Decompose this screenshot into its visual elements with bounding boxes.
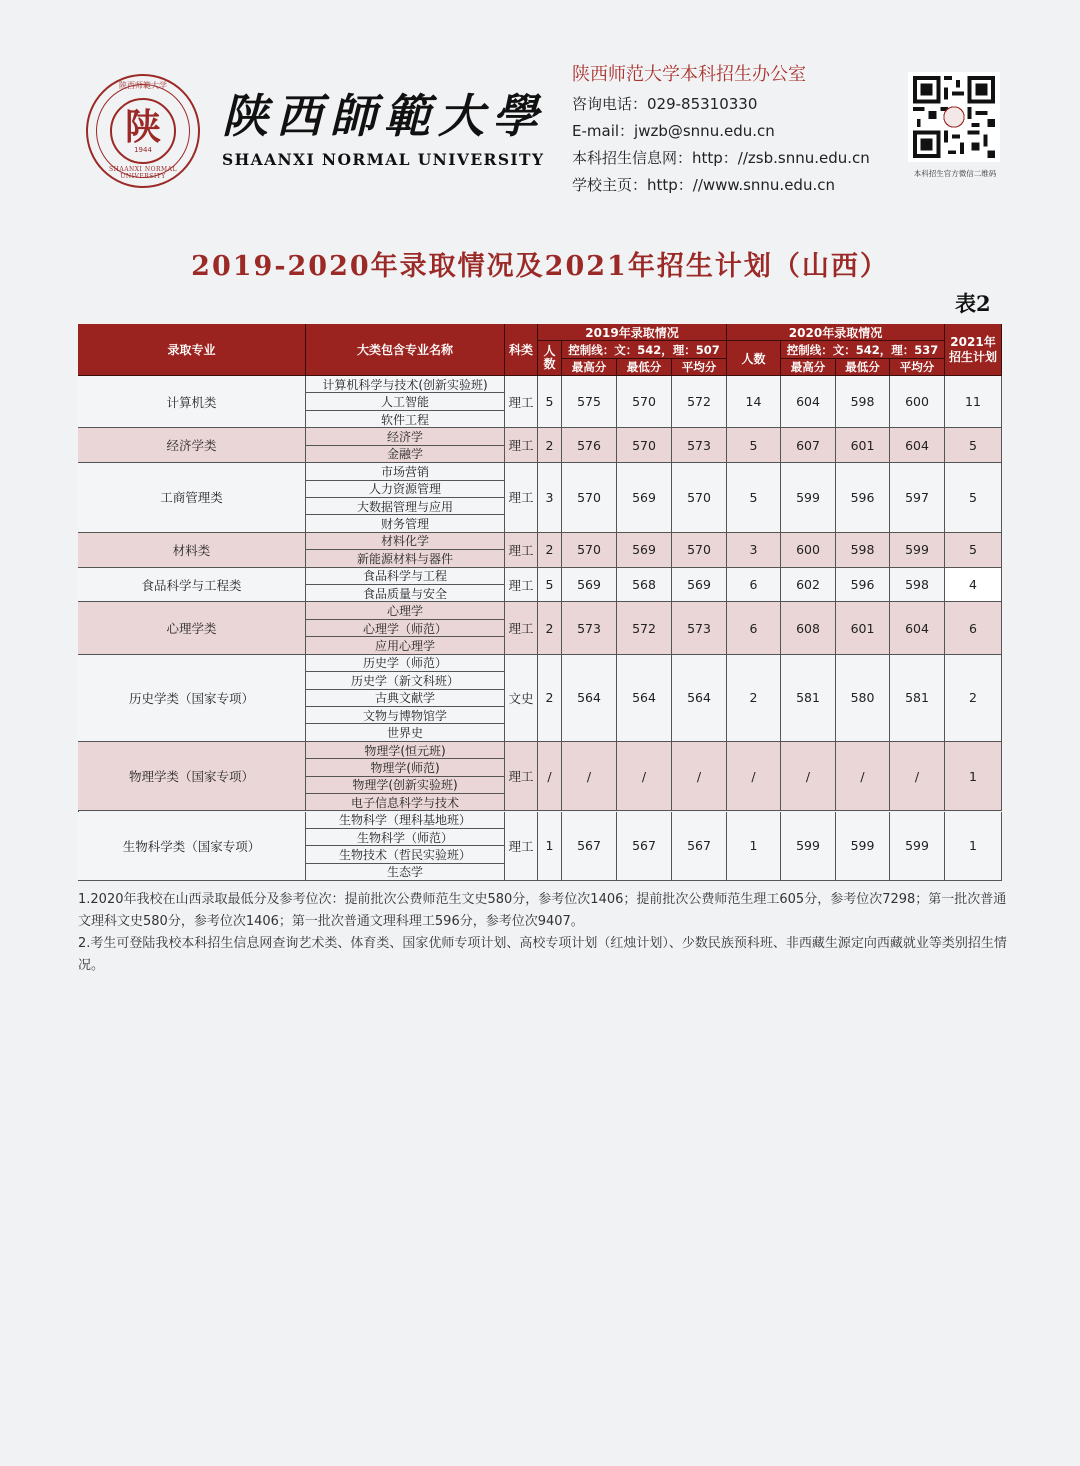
table-cell-c2019: 2	[538, 602, 562, 654]
seal-year: 1944	[134, 145, 152, 154]
table-cell-c2019: 3	[538, 463, 562, 533]
header-2020-control-line: 控制线：文：542，理：537	[781, 341, 945, 359]
table-cell-category: 理工	[505, 463, 538, 533]
table-cell-sub-major: 物理学(师范)	[306, 759, 505, 776]
table-cell-max2020: 607	[781, 428, 836, 463]
footnote-1: 1.2020年我校在山西录取最低分及参考位次：提前批次公费师范生文史580分，参考位次1406；提前批次公费师范生理工605分，参考位次7298；第一批次普通文理科文史580分，参考位次1406；第一批次普通文理科理工596分，参考位次9407。	[78, 892, 1007, 929]
table-cell-min2020: 601	[836, 602, 890, 654]
header-2019-count: 人数	[538, 341, 562, 376]
qr-code-icon	[908, 72, 1000, 162]
table-cell-c2020: 6	[727, 602, 781, 654]
table-cell-sub-major: 财务管理	[306, 515, 505, 532]
header-major: 录取专业	[78, 324, 306, 376]
qr-caption: 本科招生官方微信二维码	[913, 169, 997, 178]
table-cell-category: 理工	[505, 602, 538, 654]
table-cell-major: 心理学类	[78, 602, 306, 654]
table-cell-major: 材料类	[78, 533, 306, 568]
table-cell-plan2021: 1	[945, 742, 1002, 812]
table-cell-sub-major: 心理学	[306, 602, 505, 619]
table-cell-min2019: 564	[617, 655, 672, 742]
table-cell-sub-major: 生物科学（理科基地班）	[306, 812, 505, 829]
table-cell-max2019: 567	[562, 812, 617, 882]
university-name-cn: 陕西師範大學	[222, 89, 546, 143]
table-cell-max2019: 569	[562, 568, 617, 603]
table-cell-sub-major: 应用心理学	[306, 637, 505, 654]
table-cell-max2020: /	[781, 742, 836, 812]
table-cell-sub-major: 新能源材料与器件	[306, 550, 505, 567]
table-cell-avg2019: 570	[672, 533, 727, 568]
footnote-2: 2.考生可登陆我校本科招生信息网查询艺术类、体育类、国家优师专项计划、高校专项计划（红烛计划）、少数民族预科班、非西藏生源定向西藏就业等类别招生情况。	[78, 936, 1007, 973]
page-title: 2019-2020年录取情况及2021年招生计划（山西）	[191, 251, 889, 282]
table-cell-category: 理工	[505, 533, 538, 568]
table-cell-avg2019: 570	[672, 463, 727, 533]
table-cell-avg2020: 581	[890, 655, 945, 742]
table-cell-sub-major: 世界史	[306, 724, 505, 741]
header-2020: 2020年录取情况	[727, 324, 945, 341]
table-cell-max2019: /	[562, 742, 617, 812]
table-cell-min2019: 570	[617, 376, 672, 428]
university-name-en: SHAANXI NORMAL UNIVERSITY	[222, 150, 545, 169]
table-cell-min2020: 580	[836, 655, 890, 742]
table-cell-sub-major: 人工智能	[306, 393, 505, 410]
table-cell-c2020: 5	[727, 428, 781, 463]
contact-phone: 咨询电话：029-85310330	[572, 95, 758, 113]
table-cell-min2020: 596	[836, 568, 890, 603]
table-cell-c2019: 2	[538, 428, 562, 463]
table-cell-sub-major: 心理学（师范）	[306, 620, 505, 637]
table-cell-major: 计算机类	[78, 376, 306, 428]
header-2020-max: 最高分	[781, 359, 836, 376]
table-cell-sub-major: 经济学	[306, 428, 505, 445]
table-cell-category: 理工	[505, 428, 538, 463]
table-cell-major: 历史学类（国家专项）	[78, 655, 306, 742]
header-category: 科类	[505, 324, 538, 376]
table-cell-plan2021: 1	[945, 812, 1002, 882]
table-cell-min2020: 596	[836, 463, 890, 533]
table-cell-c2020: 3	[727, 533, 781, 568]
table-cell-max2019: 575	[562, 376, 617, 428]
table-cell-avg2020: 604	[890, 602, 945, 654]
table-cell-c2020: 6	[727, 568, 781, 603]
table-cell-sub-major: 生物技术（哲民实验班）	[306, 846, 505, 863]
table-cell-min2020: /	[836, 742, 890, 812]
table-cell-major: 工商管理类	[78, 463, 306, 533]
table-cell-min2019: 569	[617, 533, 672, 568]
table-cell-sub-major: 人力资源管理	[306, 481, 505, 498]
table-cell-max2019: 570	[562, 463, 617, 533]
table-cell-sub-major: 生态学	[306, 864, 505, 881]
table-cell-max2019: 564	[562, 655, 617, 742]
header-2019: 2019年录取情况	[538, 324, 727, 341]
table-cell-plan2021: 4	[945, 568, 1002, 603]
table-cell-c2020: 2	[727, 655, 781, 742]
seal-inner	[110, 98, 176, 164]
table-cell-avg2019: 564	[672, 655, 727, 742]
table-cell-sub-major: 材料化学	[306, 533, 505, 550]
table-cell-min2019: 572	[617, 602, 672, 654]
table-cell-avg2019: 569	[672, 568, 727, 603]
table-cell-c2020: /	[727, 742, 781, 812]
table-cell-avg2019: /	[672, 742, 727, 812]
table-cell-avg2020: 597	[890, 463, 945, 533]
table-cell-major: 经济学类	[78, 428, 306, 463]
contact-email: E-mail：jwzb@snnu.edu.cn	[572, 122, 775, 140]
table-cell-avg2019: 573	[672, 602, 727, 654]
header-2020-count: 人数	[727, 341, 781, 376]
table-cell-max2020: 581	[781, 655, 836, 742]
table-cell-avg2019: 573	[672, 428, 727, 463]
header-plan-2021-line1: 2021年	[950, 334, 996, 349]
table-cell-plan2021: 5	[945, 428, 1002, 463]
table-cell-min2020: 598	[836, 533, 890, 568]
table-cell-max2020: 604	[781, 376, 836, 428]
table-cell-major: 食品科学与工程类	[78, 568, 306, 603]
table-cell-min2019: 570	[617, 428, 672, 463]
table-cell-avg2019: 567	[672, 812, 727, 882]
table-number: 表2	[955, 291, 991, 316]
header-2019-avg: 平均分	[672, 359, 727, 376]
university-seal-logo	[86, 74, 200, 188]
table-cell-sub-major: 金融学	[306, 446, 505, 463]
header-plan-2021-line2: 招生计划	[948, 349, 997, 364]
table-cell-plan2021: 5	[945, 463, 1002, 533]
table-cell-avg2019: 572	[672, 376, 727, 428]
table-cell-category: 理工	[505, 568, 538, 603]
table-cell-c2019: 1	[538, 812, 562, 882]
table-cell-sub-major: 物理学(创新实验班)	[306, 777, 505, 794]
header-2020-avg: 平均分	[890, 359, 945, 376]
header-sub-majors: 大类包含专业名称	[306, 324, 505, 376]
table-cell-category: 理工	[505, 376, 538, 428]
header-2019-max: 最高分	[562, 359, 617, 376]
table-cell-max2020: 608	[781, 602, 836, 654]
table-cell-avg2020: /	[890, 742, 945, 812]
table-cell-min2019: /	[617, 742, 672, 812]
table-cell-c2019: 2	[538, 655, 562, 742]
table-cell-min2019: 569	[617, 463, 672, 533]
table-cell-plan2021: 6	[945, 602, 1002, 654]
table-cell-sub-major: 软件工程	[306, 411, 505, 428]
table-cell-c2019: 5	[538, 376, 562, 428]
table-cell-sub-major: 食品科学与工程	[306, 568, 505, 585]
table-cell-plan2021: 5	[945, 533, 1002, 568]
table-cell-max2019: 576	[562, 428, 617, 463]
table-cell-min2019: 567	[617, 812, 672, 882]
table-cell-min2020: 601	[836, 428, 890, 463]
table-cell-sub-major: 古典文献学	[306, 690, 505, 707]
table-cell-max2020: 599	[781, 812, 836, 882]
table-cell-plan2021: 2	[945, 655, 1002, 742]
table-cell-sub-major: 计算机科学与技术(创新实验班)	[306, 376, 505, 393]
header-2019-control-line: 控制线：文：542，理：507	[562, 341, 727, 359]
table-cell-plan2021: 11	[945, 376, 1002, 428]
table-cell-sub-major: 电子信息科学与技术	[306, 794, 505, 811]
table-cell-category: 理工	[505, 812, 538, 882]
seal-glyph: 陕	[124, 105, 161, 148]
table-cell-category: 理工	[505, 742, 538, 812]
table-cell-sub-major: 大数据管理与应用	[306, 498, 505, 515]
table-cell-c2019: 5	[538, 568, 562, 603]
table-cell-max2019: 573	[562, 602, 617, 654]
table-cell-sub-major: 物理学(恒元班)	[306, 742, 505, 759]
table-cell-sub-major: 历史学（新文科班）	[306, 672, 505, 689]
header-2019-min: 最低分	[617, 359, 672, 376]
table-cell-c2019: /	[538, 742, 562, 812]
table-cell-max2020: 599	[781, 463, 836, 533]
table-cell-avg2020: 599	[890, 812, 945, 882]
header-2020-min: 最低分	[836, 359, 890, 376]
table-cell-sub-major: 食品质量与安全	[306, 585, 505, 602]
contact-admissions-site: 本科招生信息网：http：//zsb.snnu.edu.cn	[572, 149, 870, 167]
table-cell-max2019: 570	[562, 533, 617, 568]
table-cell-sub-major: 市场营销	[306, 463, 505, 480]
table-cell-min2020: 598	[836, 376, 890, 428]
table-cell-sub-major: 生物科学（师范）	[306, 829, 505, 846]
table-cell-c2020: 5	[727, 463, 781, 533]
table-cell-avg2020: 599	[890, 533, 945, 568]
table-cell-min2019: 568	[617, 568, 672, 603]
table-cell-max2020: 602	[781, 568, 836, 603]
contact-homepage: 学校主页：http：//www.snnu.edu.cn	[572, 176, 835, 194]
table-cell-min2020: 599	[836, 812, 890, 882]
header-plan-2021	[945, 324, 1002, 376]
table-cell-avg2020: 600	[890, 376, 945, 428]
admissions-office-title: 陕西师范大学本科招生办公室	[572, 64, 806, 85]
table-cell-major: 生物科学类（国家专项）	[78, 812, 306, 882]
table-cell-major: 物理学类（国家专项）	[78, 742, 306, 812]
seal-top-text: 陕西师範大学	[119, 81, 167, 90]
table-cell-sub-major: 文物与博物馆学	[306, 707, 505, 724]
table-cell-category: 文史	[505, 655, 538, 742]
table-cell-sub-major: 历史学（师范）	[306, 655, 505, 672]
table-cell-avg2020: 604	[890, 428, 945, 463]
seal-bottom-text: SHAANXI NORMAL UNIVERSITY	[109, 166, 177, 180]
table-cell-max2020: 600	[781, 533, 836, 568]
table-cell-c2020: 14	[727, 376, 781, 428]
table-cell-avg2020: 598	[890, 568, 945, 603]
table-cell-c2019: 2	[538, 533, 562, 568]
table-cell-c2020: 1	[727, 812, 781, 882]
